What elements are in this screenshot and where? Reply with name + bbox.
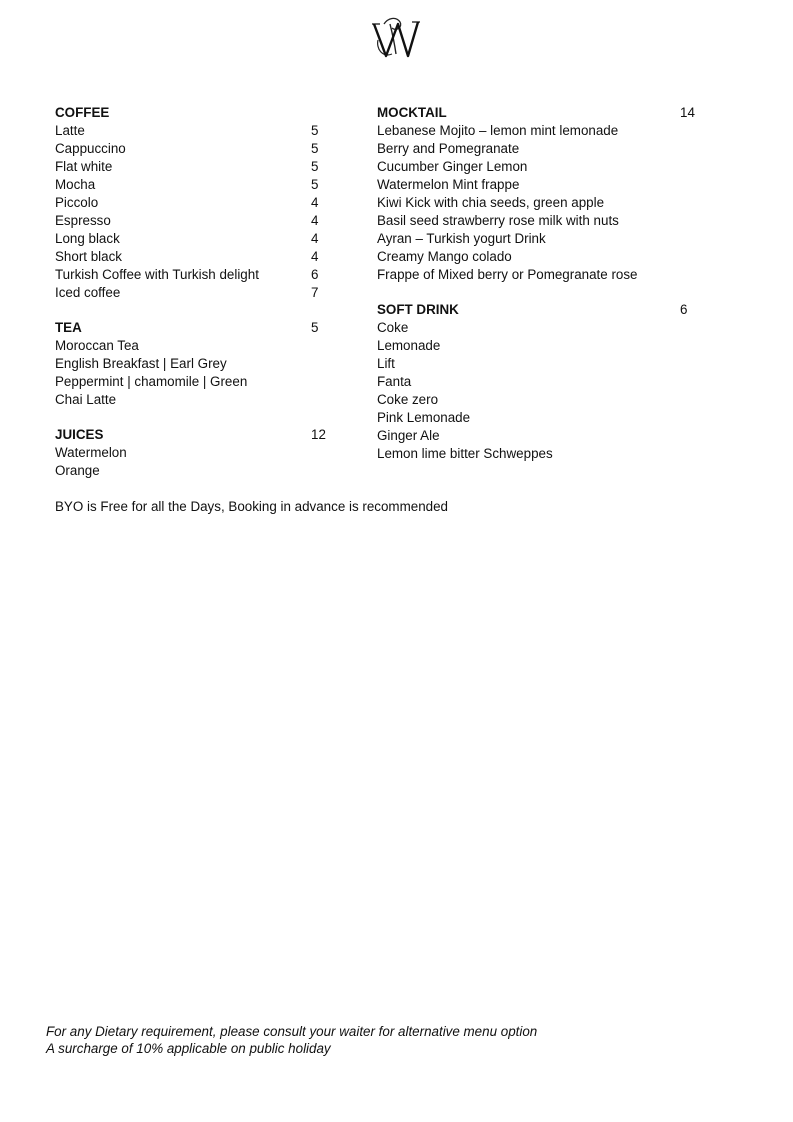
item-name: Cucumber Ginger Lemon — [377, 159, 528, 174]
item-price: 5 — [311, 141, 319, 156]
item-name: Fanta — [377, 374, 412, 389]
menu-item — [377, 230, 707, 248]
item-name: Long black — [55, 231, 120, 246]
menu-item — [55, 462, 345, 480]
section-price: 6 — [680, 302, 688, 317]
menu-footer — [46, 1023, 537, 1057]
section-title: MOCKTAIL — [377, 105, 447, 120]
item-name: Watermelon Mint frappe — [377, 177, 520, 192]
menu-item — [55, 444, 345, 462]
menu-section — [55, 319, 345, 409]
menu-item — [377, 337, 707, 355]
menu-item — [55, 194, 345, 212]
section-header — [55, 104, 345, 122]
menu-item — [377, 391, 707, 409]
section-title: COFFEE — [55, 105, 110, 120]
section-price: 12 — [311, 427, 326, 442]
item-price: 5 — [311, 123, 319, 138]
menu-item — [377, 445, 707, 463]
item-price: 7 — [311, 285, 319, 300]
item-price: 4 — [311, 195, 319, 210]
menu-item — [377, 266, 707, 284]
section-price: 5 — [311, 320, 319, 335]
monogram-logo-icon — [370, 10, 422, 60]
menu-item — [55, 266, 345, 284]
item-name: Frappe of Mixed berry or Pomegranate rose — [377, 267, 638, 282]
menu-item — [55, 373, 345, 391]
item-price: 4 — [311, 231, 319, 246]
menu-item — [377, 319, 707, 337]
surcharge-note: A surcharge of 10% applicable on public holiday — [46, 1041, 331, 1056]
item-price: 6 — [311, 267, 319, 282]
section-title: TEA — [55, 320, 82, 335]
item-name: Cappuccino — [55, 141, 126, 156]
menu-right-column — [377, 104, 707, 480]
item-name: Short black — [55, 249, 122, 264]
item-name: Iced coffee — [55, 285, 121, 300]
menu-item — [55, 176, 345, 194]
item-name: Espresso — [55, 213, 111, 228]
section-title: JUICES — [55, 427, 104, 442]
item-name: Flat white — [55, 159, 113, 174]
menu-item — [55, 248, 345, 266]
menu-item — [377, 212, 707, 230]
item-name: Mocha — [55, 177, 96, 192]
item-name: Coke — [377, 320, 409, 335]
item-name: Chai Latte — [55, 392, 117, 407]
item-name: Lemon lime bitter Schweppes — [377, 446, 553, 461]
menu-item — [377, 194, 707, 212]
byo-note: BYO is Free for all the Days, Booking in advance is recommended — [55, 499, 448, 514]
menu-item — [377, 176, 707, 194]
item-name: Kiwi Kick with chia seeds, green apple — [377, 195, 605, 210]
item-name: Ayran – Turkish yogurt Drink — [377, 231, 546, 246]
menu-item — [377, 140, 707, 158]
menu-item — [377, 355, 707, 373]
item-name: Watermelon — [55, 445, 127, 460]
item-name: Creamy Mango colado — [377, 249, 512, 264]
section-header — [377, 104, 707, 122]
menu-item — [377, 158, 707, 176]
menu-item — [377, 409, 707, 427]
menu-item — [55, 284, 345, 302]
section-header — [377, 301, 707, 319]
item-name: Berry and Pomegranate — [377, 141, 520, 156]
item-name: Basil seed strawberry rose milk with nuts — [377, 213, 619, 228]
item-name: Latte — [55, 123, 85, 138]
item-price: 4 — [311, 213, 319, 228]
item-name: Turkish Coffee with Turkish delight — [55, 267, 259, 282]
menu-item — [55, 391, 345, 409]
item-name: Lift — [377, 356, 395, 371]
item-name: Orange — [55, 463, 100, 478]
section-title: SOFT DRINK — [377, 302, 459, 317]
section-header — [55, 426, 345, 444]
menu-item — [55, 337, 345, 355]
item-name: English Breakfast | Earl Grey — [55, 356, 227, 371]
item-price: 5 — [311, 177, 319, 192]
menu-section — [55, 104, 345, 302]
menu-section — [55, 426, 345, 480]
item-name: Ginger Ale — [377, 428, 440, 443]
section-header — [55, 319, 345, 337]
menu-item — [55, 230, 345, 248]
menu-item — [377, 248, 707, 266]
menu-item — [377, 373, 707, 391]
section-price: 14 — [680, 105, 695, 120]
menu-item — [55, 122, 345, 140]
item-price: 4 — [311, 249, 319, 264]
menu-item — [377, 427, 707, 445]
item-name: Coke zero — [377, 392, 439, 407]
menu-item — [55, 212, 345, 230]
item-name: Pink Lemonade — [377, 410, 471, 425]
dietary-note: For any Dietary requirement, please consult your waiter for alternative menu option — [46, 1024, 538, 1039]
menu-item — [55, 355, 345, 373]
item-name: Peppermint | chamomile | Green — [55, 374, 248, 389]
item-name: Lebanese Mojito – lemon mint lemonade — [377, 123, 619, 138]
item-price: 5 — [311, 159, 319, 174]
menu-item — [55, 158, 345, 176]
item-name: Piccolo — [55, 195, 99, 210]
item-name: Lemonade — [377, 338, 441, 353]
menu-item — [55, 140, 345, 158]
menu-section — [377, 301, 707, 463]
menu-left-column — [55, 104, 345, 497]
menu-section — [377, 104, 707, 284]
item-name: Moroccan Tea — [55, 338, 139, 353]
menu-item — [377, 122, 707, 140]
